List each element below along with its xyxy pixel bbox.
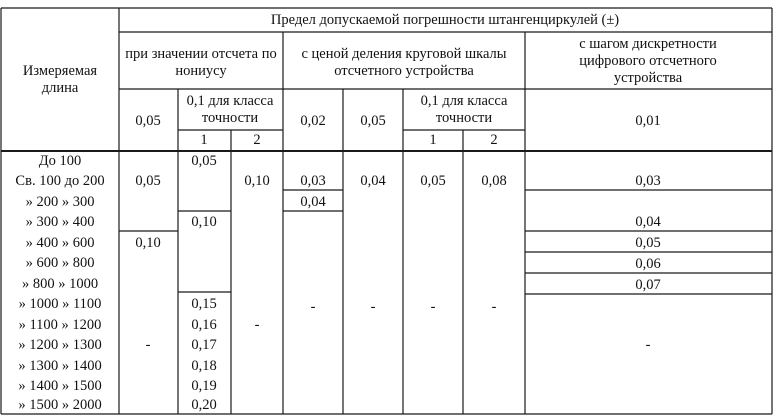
cell-value: 0,05	[191, 153, 217, 169]
cell-value: -	[491, 299, 497, 315]
cell-value: -	[430, 299, 436, 315]
cell-value: 0,04	[635, 214, 661, 230]
cell-value: 0,10	[191, 214, 217, 230]
row-label: » 1400 » 1500	[18, 378, 102, 394]
row-label: » 800 » 1000	[21, 276, 99, 292]
cell-value: 0,05	[420, 173, 446, 189]
cell-value: 0,16	[191, 317, 217, 333]
row-label: » 1500 » 2000	[18, 397, 102, 413]
cell-value: 0,04	[300, 194, 326, 210]
cell-value: 0,10	[135, 235, 161, 251]
row-label: » 400 » 600	[25, 235, 95, 251]
digital-001-header: 0,01	[635, 113, 661, 129]
cell-value: -	[145, 337, 151, 353]
row-label: » 1100 » 1200	[18, 317, 102, 333]
cell-value: 0,17	[191, 337, 217, 353]
measured-length-header: Измеряемая длина	[22, 63, 98, 96]
cell-value: 0,03	[635, 173, 661, 189]
dial-class-1: 1	[429, 132, 437, 148]
cell-value: 0,06	[635, 256, 661, 272]
row-label: До 100	[38, 153, 82, 169]
vernier-005-header: 0,05	[135, 113, 161, 129]
dial-class-2: 2	[490, 132, 498, 148]
vernier-class-2: 2	[253, 132, 261, 148]
row-label: » 1000 » 1100	[18, 296, 102, 312]
cell-value: 0,05	[135, 173, 161, 189]
cell-value: 0,07	[635, 277, 661, 293]
vernier-class-1: 1	[200, 132, 208, 148]
digital-header: с шагом дискретности цифрового отсчетного устройства	[579, 36, 717, 86]
cell-value: 0,18	[191, 358, 217, 374]
vernier-header: при значении отсчета по нониусу	[125, 46, 277, 79]
cell-value: 0,04	[360, 173, 386, 189]
dial-002-header: 0,02	[300, 113, 326, 129]
table-title: Предел допускаемой погрешности штангенциркулей (±)	[270, 12, 620, 28]
dial-header: с ценой деления круговой шкалы отсчетного устройства	[301, 46, 507, 79]
row-label: » 200 » 300	[25, 194, 95, 210]
dial-005-header: 0,05	[360, 113, 386, 129]
vernier-accuracy-class-header: 0,1 для класса точности	[186, 93, 274, 126]
row-label: » 300 » 400	[25, 214, 95, 230]
cell-value: -	[645, 337, 651, 353]
row-label: » 600 » 800	[25, 255, 95, 271]
cell-value: -	[310, 299, 316, 315]
cell-value: 0,15	[191, 296, 217, 312]
row-label: Св. 100 до 200	[15, 173, 105, 189]
cell-value: 0,20	[191, 397, 217, 413]
cell-value: 0,08	[481, 173, 507, 189]
cell-value: 0,05	[635, 235, 661, 251]
row-label: » 1300 » 1400	[18, 358, 102, 374]
cell-value: -	[254, 317, 260, 333]
cell-value: 0,10	[244, 173, 270, 189]
cell-value: -	[370, 299, 376, 315]
cell-value: 0,03	[300, 173, 326, 189]
dial-accuracy-class-header: 0,1 для класса точности	[420, 93, 508, 126]
cell-value: 0,19	[191, 378, 217, 394]
row-label: » 1200 » 1300	[18, 337, 102, 353]
